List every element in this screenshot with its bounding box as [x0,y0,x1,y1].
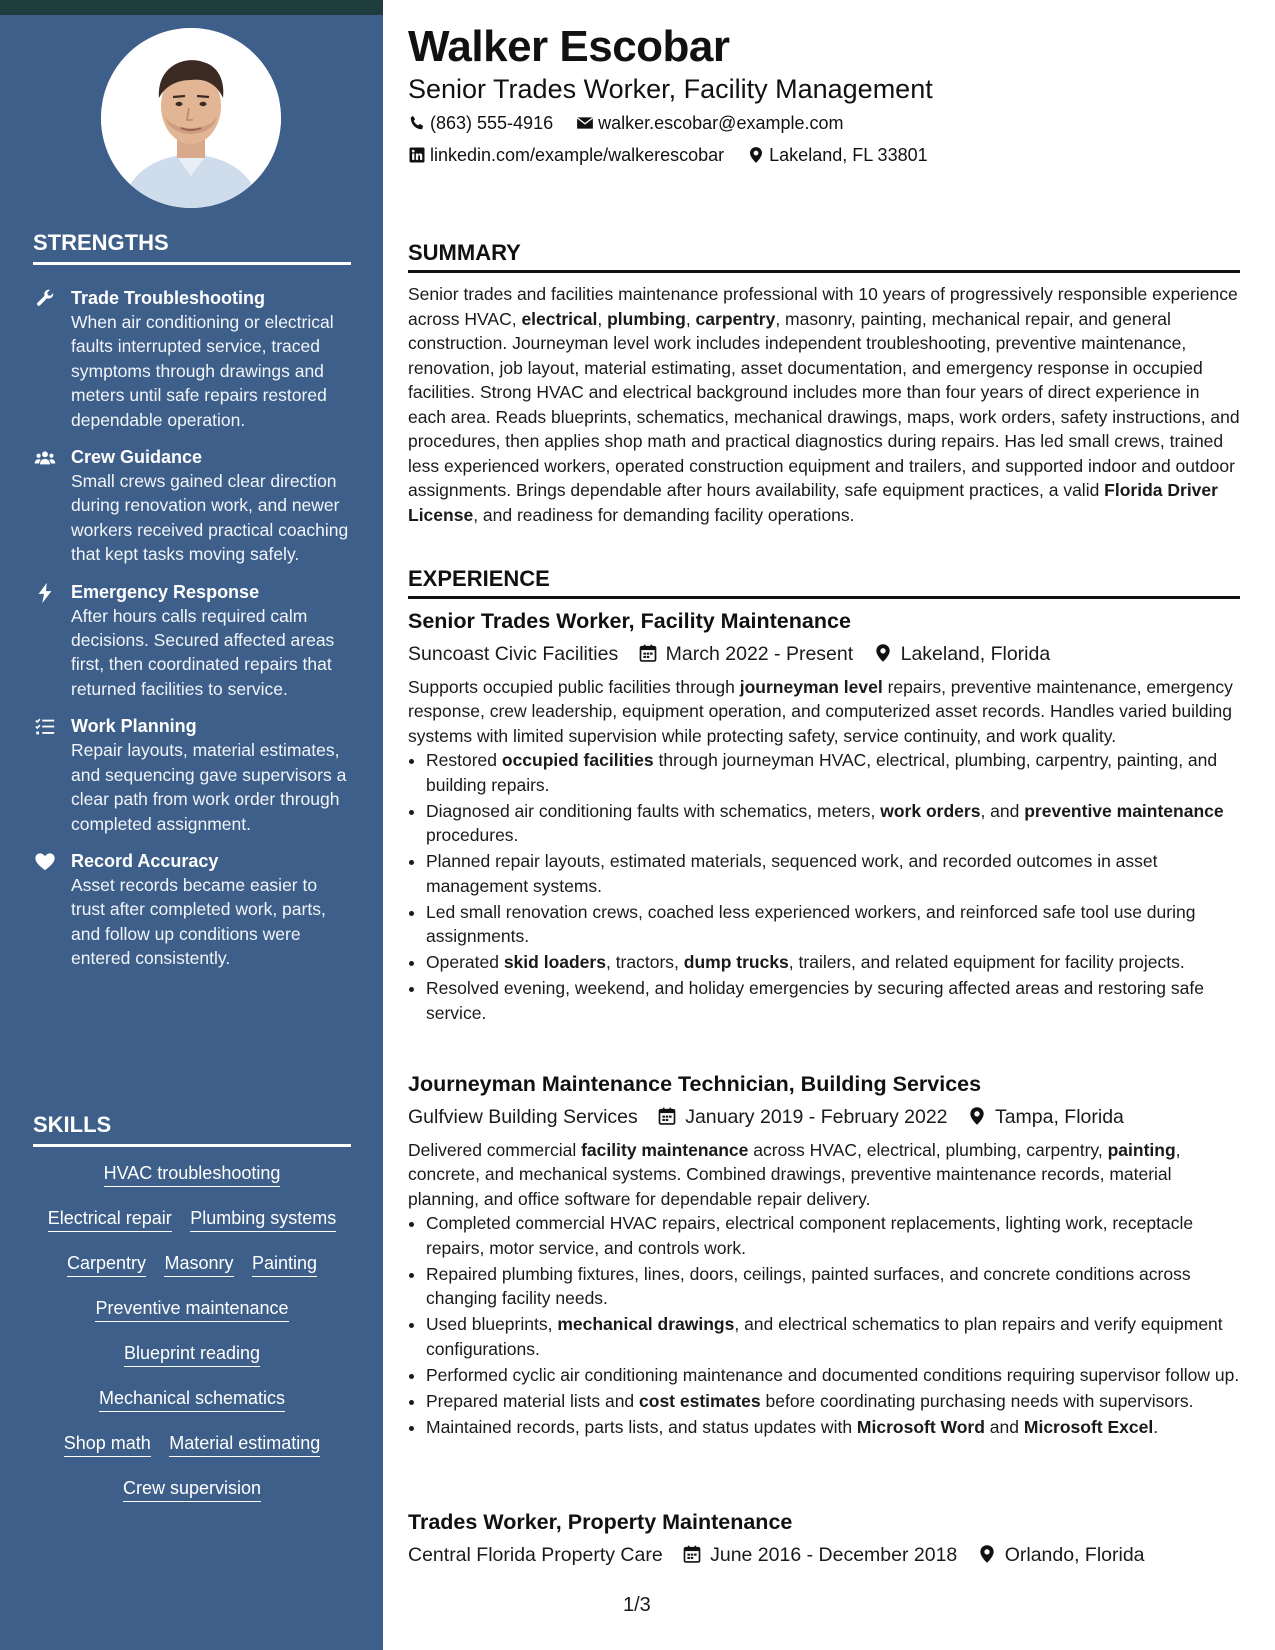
skill-tag: Electrical repair [48,1206,172,1232]
job-dates [657,1102,947,1132]
job-dates-text: June 2016 - December 2018 [710,1543,958,1566]
skills-row [33,1340,351,1385]
bolt-icon [34,582,56,604]
strength-description: Asset records became easier to trust after completed work, parts, and follow up conditions were entered consistently. [71,874,326,969]
job-bullet: • Restored occupied facilities through journeyman HVAC, electrical, plumbing, carpentry, painting, and building repairs. [426,748,1240,797]
location-pin-icon [873,643,893,663]
strength-description: Small crews gained clear direction during renovation work, and newer workers received practical coaching that kept tasks moving safely. [71,471,349,565]
location-pin-icon [747,146,765,164]
calendar-icon [682,1544,702,1564]
skill-tag: Preventive maintenance [95,1296,288,1322]
strength-title: Emergency Response [71,581,260,602]
profile-photo-illustration [101,28,281,208]
job-bullet: • Repaired plumbing fixtures, lines, doors, ceilings, painted surfaces, and concrete conditions across changing facility needs. [426,1262,1240,1311]
skills-row [33,1385,351,1430]
job-entry [408,1507,1240,1570]
job-location [977,1540,1145,1570]
skills-row [33,1160,351,1205]
skills-row [33,1205,351,1250]
strength-description: After hours calls required calm decisions. Secured affected areas first, then coordinated repairs that returned facilities to service. [71,605,335,699]
summary-heading: SUMMARY [408,240,1240,273]
skill-tag: Crew supervision [123,1476,261,1502]
strength-item [33,849,351,971]
skills-list [33,1160,351,1520]
job-meta [408,638,1240,669]
contact-phone[interactable] [408,113,553,134]
job-bullet: • Prepared material lists and cost estimates before coordinating purchasing needs with supervisors. [426,1389,1240,1414]
job-bullet: • Used blueprints, mechanical drawings, and electrical schematics to plan repairs and verify equipment configurations. [426,1312,1240,1361]
strength-title: Crew Guidance [71,447,203,468]
phone-icon [408,114,426,132]
job-company: Central Florida Property Care [408,1543,663,1566]
experience-heading: EXPERIENCE [408,566,1240,599]
strength-item [33,714,351,836]
job-location [967,1102,1124,1132]
job-dates [682,1540,957,1570]
skill-tag: Mechanical schematics [99,1386,285,1412]
contact-linkedin-text: linkedin.com/example/walkerescobar [430,144,725,165]
job-bullets [408,748,1240,1025]
strength-title: Record Accuracy [71,850,219,871]
strength-title: Work Planning [71,716,197,737]
job-entry [408,1069,1240,1441]
skill-tag: HVAC troubleshooting [104,1161,281,1187]
job-dates-text: March 2022 - Present [665,642,854,665]
checklist-icon [34,716,56,738]
job-bullet: • Operated skid loaders, tractors, dump trucks, trailers, and related equipment for facility projects. [426,950,1240,975]
job-location-text: Orlando, Florida [1004,1543,1145,1566]
job-meta [408,1539,1240,1570]
job-company: Gulfview Building Services [408,1105,638,1128]
skills-row [33,1250,351,1295]
contact-linkedin[interactable] [408,145,724,166]
job-bullet: • Led small renovation crews, coached less experienced workers, and reinforced safe tool use during assignments. [426,900,1240,949]
envelope-icon [576,114,594,132]
job-meta [408,1101,1240,1132]
heart-icon [34,851,56,873]
candidate-name: Walker Escobar [408,22,730,71]
profile-photo [101,28,281,208]
job-bullet: • Diagnosed air conditioning faults with schematics, meters, work orders, and preventive maintenance procedures. [426,799,1240,848]
sidebar [0,0,383,1650]
job-entry [408,606,1240,1027]
job-dates [638,639,854,669]
summary-text: Senior trades and facilities maintenance professional with 10 years of progressively responsible experience across HVAC, electrical, plumbing, carpentry, masonry, painting, mechanical repair, and general construction. Journeyman level work includes independent troubleshooting, preventive maintenance, renovation, job layout, material estimating, asset documentation, and emergency response in occupied facilities. Strong HVAC and electrical background includes more than four years of direct experience in each area. Reads blueprints, schematics, mechanical drawings, maps, work orders, safety instructions, and procedures, then applies shop math and practical diagnostics during repairs. Has led small crews, trained less experienced workers, operated construction equipment and trailers, and supported indoor and outdoor assignments. Brings dependable after hours availability, safe equipment practices, a valid Florida Driver License, and readiness for demanding facility operations. [408,284,1240,525]
job-description: Supports occupied public facilities through journeyman level repairs, preventive maintenance, emergency response, crew leadership, equipment operation, and computerized asset records. Handles varied building systems with limited supervision while protecting safety, service continuity, and work quality. [408,676,1233,746]
job-bullet: • Completed commercial HVAC repairs, electrical component replacements, lighting work, receptacle repairs, motor service, and controls work. [426,1211,1240,1260]
job-location [873,639,1051,669]
job-title: Senior Trades Worker, Facility Maintenance [408,609,851,633]
skills-row [33,1430,351,1475]
strength-item [33,445,351,567]
skill-tag: Painting [252,1251,317,1277]
job-location-text: Lakeland, Florida [900,642,1051,665]
job-location-text: Tampa, Florida [994,1105,1124,1128]
contact-email-text: walker.escobar@example.com [598,112,844,133]
job-dates-text: January 2019 - February 2022 [685,1105,948,1128]
location-pin-icon [967,1106,987,1126]
contact-location [747,145,927,166]
contact-row [408,144,946,166]
linkedin-icon [408,146,426,164]
skills-row [33,1295,351,1340]
job-bullet: • Maintained records, parts lists, and status updates with Microsoft Word and Microsoft Excel. [426,1415,1240,1440]
job-bullet: • Performed cyclic air conditioning maintenance and documented conditions requiring supervisor follow up. [426,1363,1240,1388]
strength-description: When air conditioning or electrical faults interrupted service, traced symptoms through drawings and meters until safe repairs restored dependable operation. [71,312,334,430]
calendar-icon [657,1106,677,1126]
job-title: Journeyman Maintenance Technician, Building Services [408,1072,982,1096]
strength-title: Trade Troubleshooting [71,288,266,308]
skills-heading: SKILLS [33,1112,351,1147]
wrench-icon [34,288,56,310]
contact-email[interactable] [576,113,843,134]
job-description: Delivered commercial facility maintenance across HVAC, electrical, plumbing, carpentry, painting, concrete, and mechanical systems. Combined drawings, preventive maintenance records, material planning, and office software for dependable repair delivery. [408,1139,1181,1209]
skill-tag: Plumbing systems [190,1206,336,1232]
skills-row [33,1475,351,1520]
skill-tag: Masonry [164,1251,233,1277]
job-bullets [408,1211,1240,1439]
skill-tag: Shop math [64,1431,151,1457]
strengths-heading: STRENGTHS [33,230,351,265]
candidate-headline: Senior Trades Worker, Facility Management [408,74,933,104]
contact-row [408,112,861,134]
sidebar-top-bar [0,0,383,15]
contact-phone-text: (863) 555-4916 [430,112,554,133]
location-pin-icon [977,1544,997,1564]
page-number: 1/3 [623,1594,651,1616]
strengths-list [33,286,351,984]
strength-item [33,580,351,702]
strength-item [33,286,351,432]
calendar-icon [638,643,658,663]
job-bullet: • Planned repair layouts, estimated materials, sequenced work, and recorded outcomes in asset management systems. [426,849,1240,898]
strength-description: Repair layouts, material estimates, and sequencing gave supervisors a clear path from work order through completed assignment. [71,740,347,834]
job-title: Trades Worker, Property Maintenance [408,1510,793,1534]
users-icon [34,447,56,469]
skill-tag: Carpentry [67,1251,146,1277]
skill-tag: Blueprint reading [124,1341,260,1367]
job-company: Suncoast Civic Facilities [408,642,619,665]
skill-tag: Material estimating [169,1431,320,1457]
contact-location-text: Lakeland, FL 33801 [769,144,928,165]
job-bullet: • Resolved evening, weekend, and holiday emergencies by securing affected areas and restoring safe service. [426,976,1240,1025]
